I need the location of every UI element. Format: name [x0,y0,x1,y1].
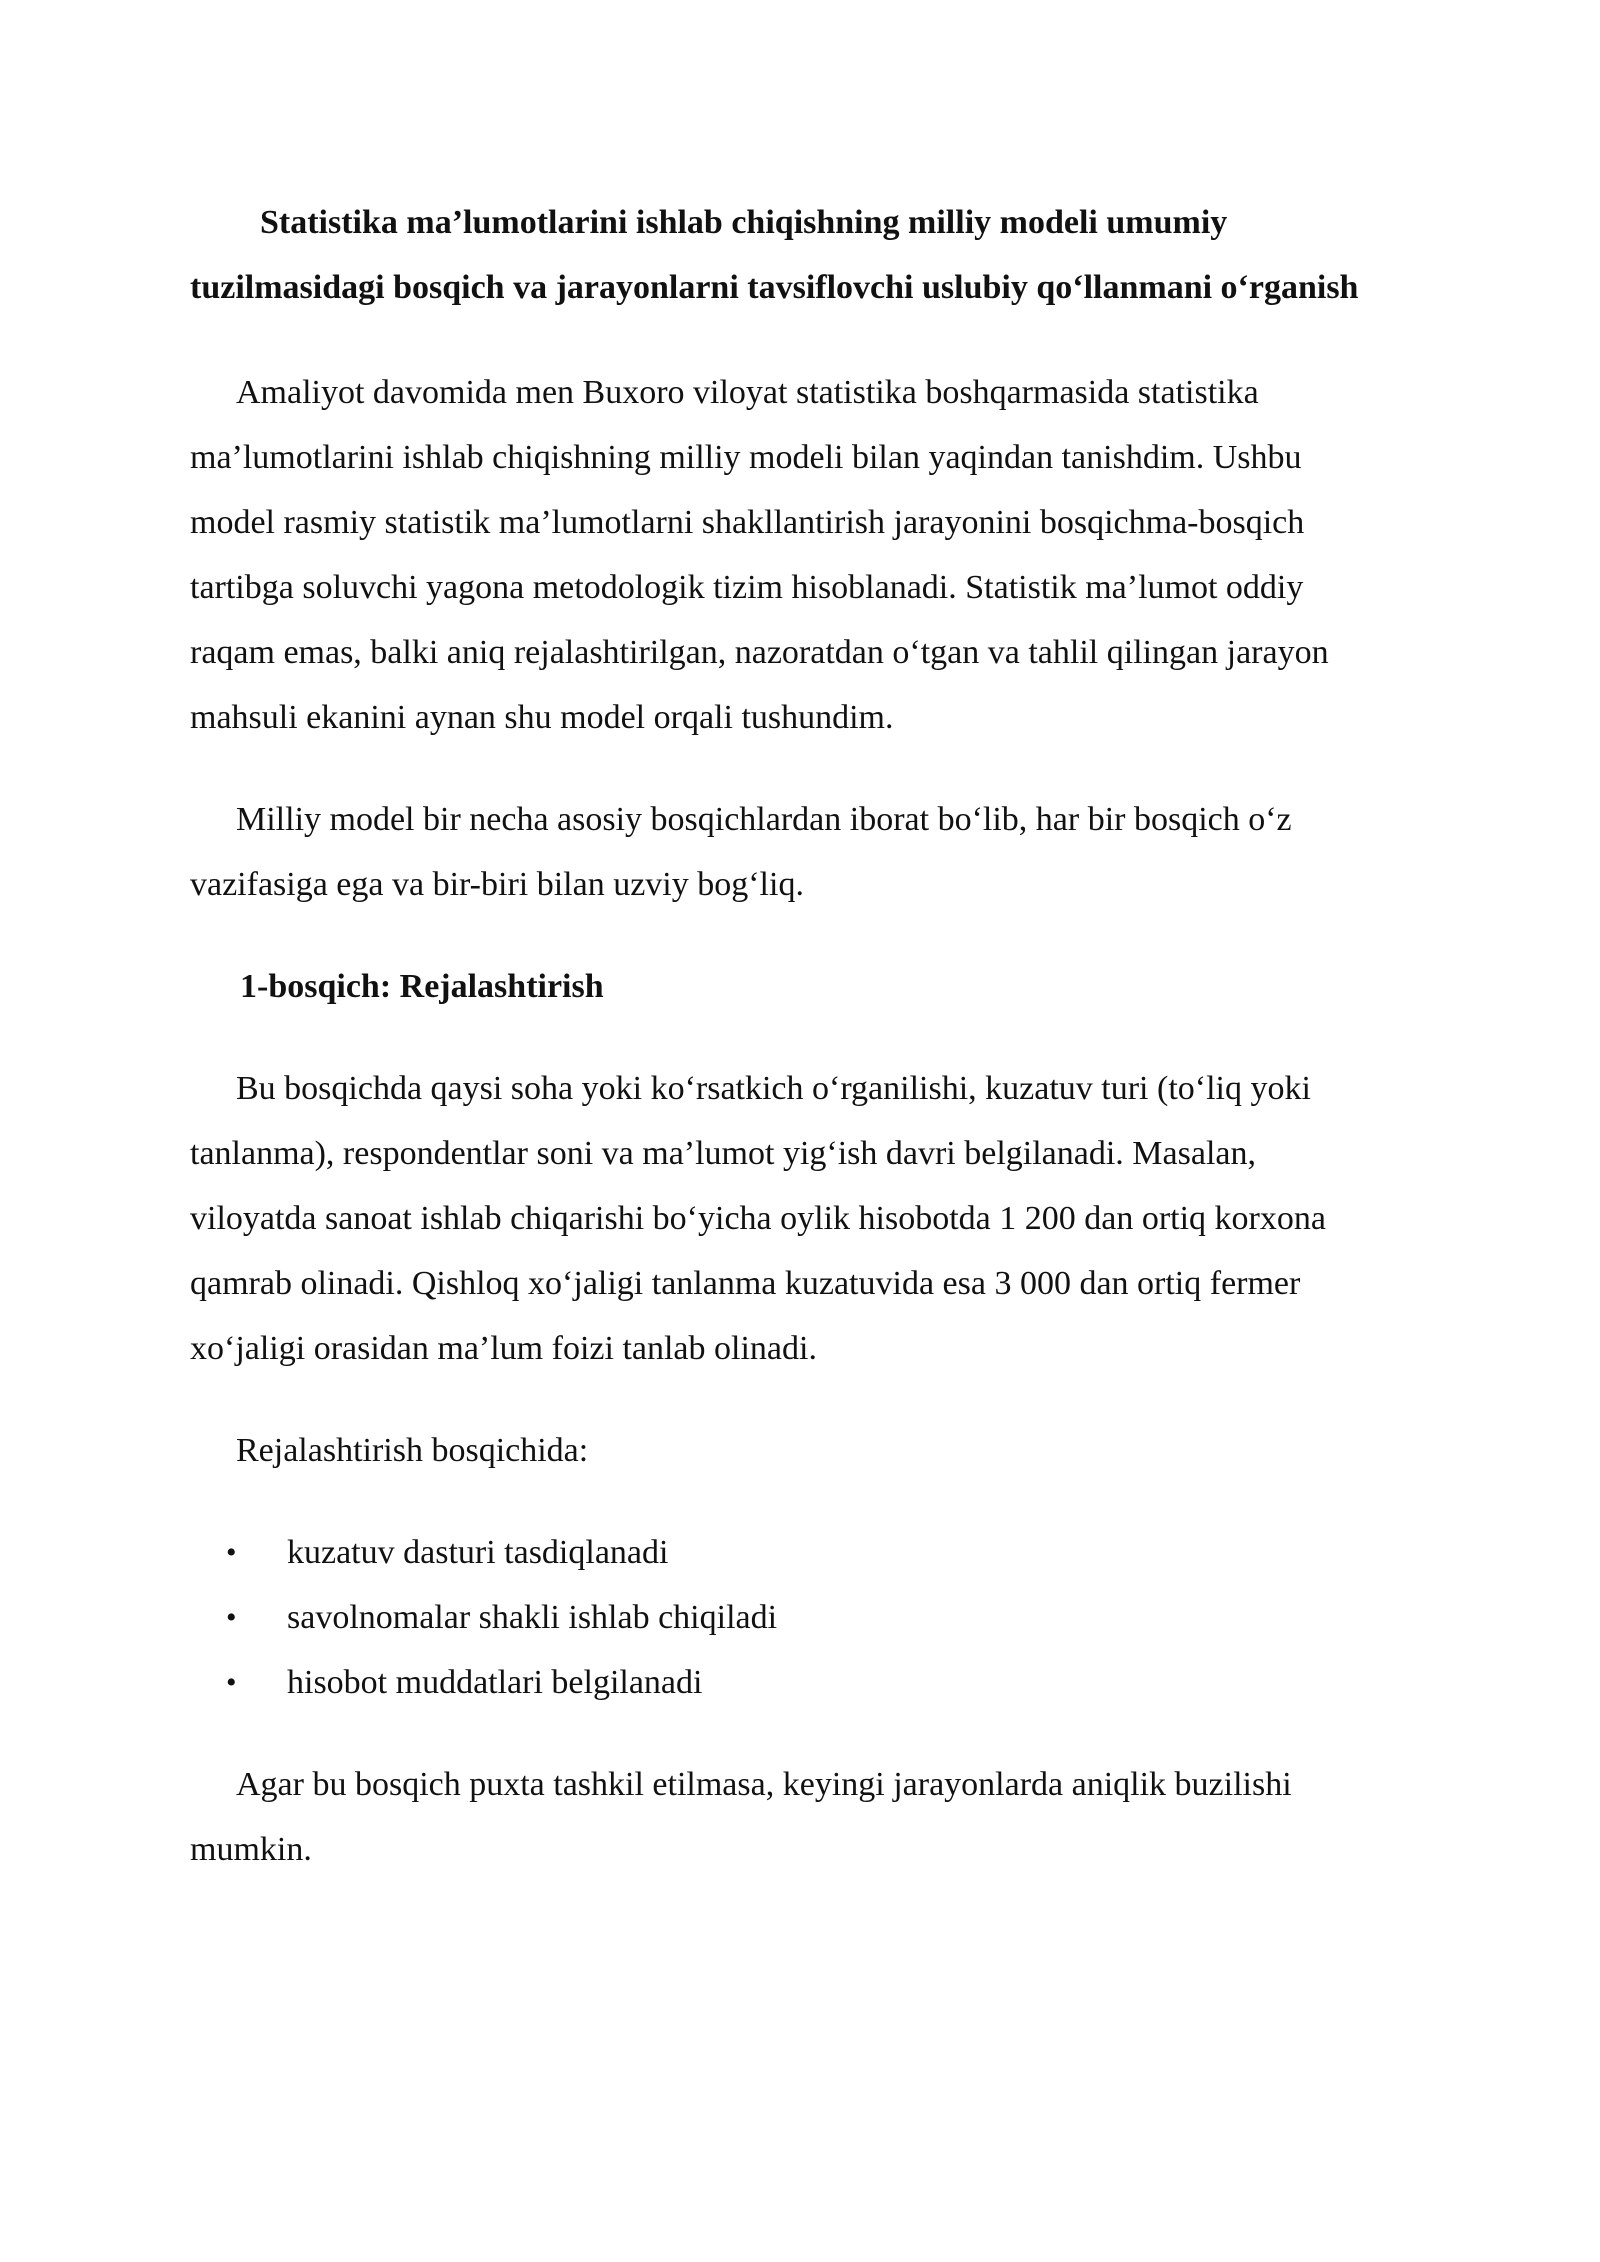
list-item-text: savolnomalar shakli ishlab chiqiladi [287,1599,778,1636]
document-title: Statistika ma’lumotlarini ishlab chiqishning milliy modeli umumiy tuzilmasidagi bosqich va jarayonlarni tavsiflovchi uslubiy qo‘llanmani o‘rganish [190,204,1359,306]
intro-paragraph: Amaliyot davomida men Buxoro viloyat statistika boshqarmasida statistika ma’lumotlarini ishlab chiqishning milliy modeli bilan yaqindan tanishdim. Ushbu model rasmiy statistik ma’lumotlarni shakllantirish jarayonini bosqichma-bosqich tartibga soluvchi yagona metodologik tizim hisoblanadi. Statistik ma’lumot oddiy raqam emas, balki aniq rejalashtirilgan, nazoratdan o‘tgan va tahlil qilingan jarayon mahsuli ekanini aynan shu model orqali tushundim. [190,374,1329,736]
list-intro: Rejalashtirish bosqichida: [236,1432,589,1469]
list-item [190,1520,1370,1585]
bullet-icon: • [226,1666,237,1699]
bullet-icon: • [226,1601,237,1634]
bullet-icon: • [226,1536,237,1569]
closing-paragraph: Agar bu bosqich puxta tashkil etilmasa, keyingi jarayonlarda aniqlik buzilishi mumkin. [190,1766,1292,1868]
section-paragraph: Bu bosqichda qaysi soha yoki ko‘rsatkich o‘rganilishi, kuzatuv turi (to‘liq yoki tanlanma), respondentlar soni va ma’lumot yig‘ish davri belgilanadi. Masalan, viloyatda sanoat ishlab chiqarishi bo‘yicha oylik hisobotda 1 200 dan ortiq korxona qamrab olinadi. Qishloq xo‘jaligi tanlanma kuzatuvida esa 3 000 dan ortiq fermer xo‘jaligi orasidan ma’lum foizi tanlab olinadi. [190,1070,1326,1367]
list-item [190,1650,1370,1715]
section-heading: 1-bosqich: Rejalashtirish [240,968,604,1005]
bullet-list [190,1520,1370,1715]
document-content [190,190,1370,1882]
list-item [190,1585,1370,1650]
model-overview-paragraph: Milliy model bir necha asosiy bosqichlardan iborat bo‘lib, har bir bosqich o‘z vazifasiga ega va bir-biri bilan uzviy bog‘liq. [190,801,1292,903]
list-item-text: kuzatuv dasturi tasdiqlanadi [287,1534,669,1571]
list-item-text: hisobot muddatlari belgilanadi [287,1664,703,1701]
